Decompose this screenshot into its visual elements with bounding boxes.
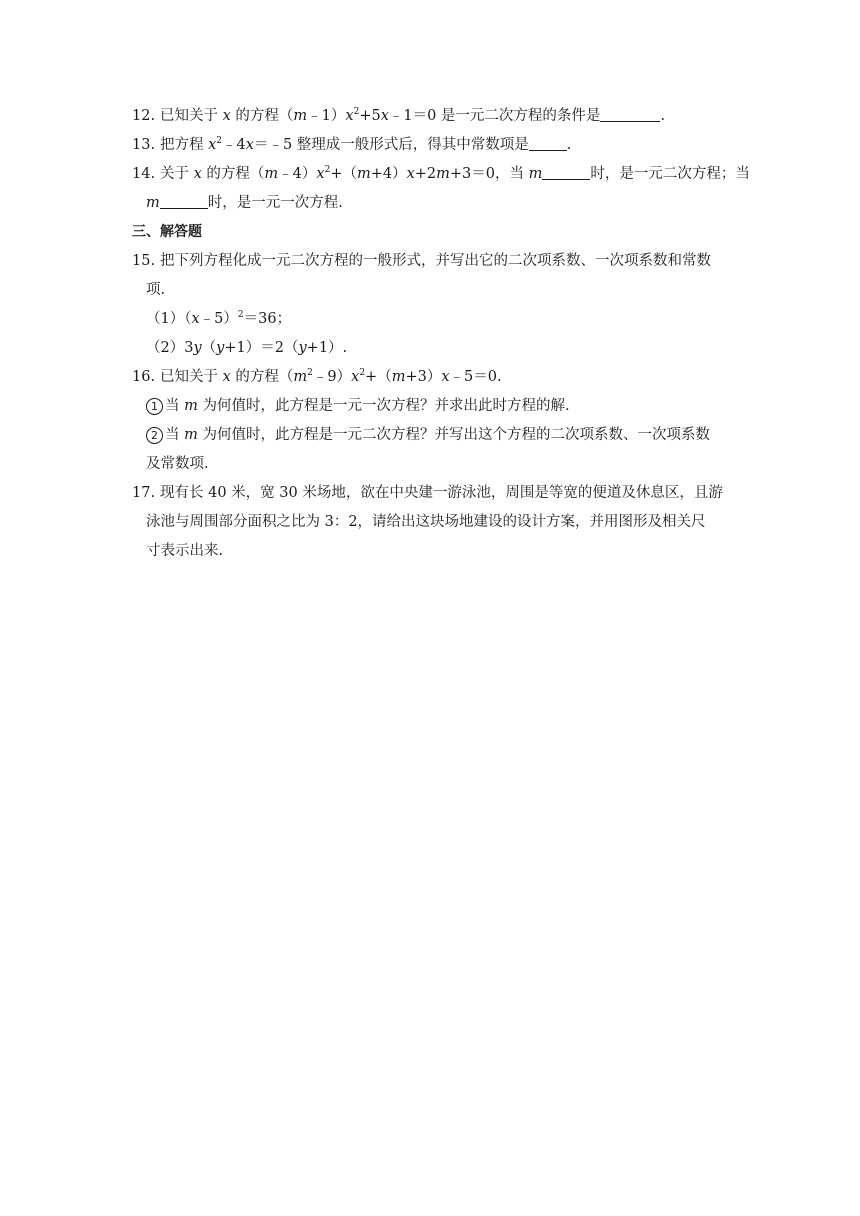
- section-heading: 三、解答题: [132, 224, 202, 240]
- question-number: 15.: [132, 253, 156, 269]
- question-15-part-2: （2）3y（y+1）＝2（y+1）.: [146, 340, 348, 356]
- question-13: 13. 把方程 $x^2﹣4x=﹣5$ 整理成一般形式后，得其中常数项是 .: [132, 131, 752, 160]
- question-17: 17. 现有长 40 米，宽 30 米场地，欲在中央建一游泳池，周围是等宽的便道及休息区，且游: [132, 479, 752, 508]
- question-15-part-1: （1）（x﹣5）$^2$＝36；: [146, 310, 292, 327]
- question-14-continued: m 时，是一元一次方程.: [146, 195, 343, 211]
- question-number: 12.: [132, 108, 156, 124]
- circled-number-icon: 2: [146, 427, 163, 444]
- question-12: 12. 已知关于 x 的方程$(m﹣1)x^2+5x﹣1=0$ 是一元二次方程的条件是 .: [132, 102, 752, 131]
- answer-blank[interactable]: [160, 194, 208, 209]
- question-number: 14.: [132, 166, 156, 182]
- question-16: 16. 已知关于 x 的方程$(m^2﹣9)x^2+(m+3)x﹣5=0$.: [132, 363, 752, 392]
- question-15: 15. 把下列方程化成一元二次方程的一般形式，并写出它的二次项系数、一次项系数和常数: [132, 247, 752, 276]
- question-16-item-1: 1 当 m 为何值时，此方程是一元一次方程？并求出此时方程的解.: [132, 392, 752, 421]
- question-16-item-2-continued: 及常数项.: [146, 456, 209, 472]
- question-number: 16.: [132, 369, 156, 385]
- question-number: 13.: [132, 137, 156, 153]
- question-list: [132, 102, 752, 566]
- question-14: 14. 关于 x 的方程$(m﹣4)x^2+(m+4)x+2m+3=0$，当 m 时，是一元二次方程；当: [132, 160, 752, 189]
- circled-number-icon: 1: [146, 398, 163, 415]
- answer-blank[interactable]: [529, 136, 567, 151]
- question-17-continued: 泳池与周围部分面积之比为 3：2，请给出这块场地建设的设计方案，并用图形及相关尺: [146, 514, 706, 530]
- question-17-continued-2: 寸表示出来.: [146, 543, 224, 559]
- question-15-continued: 项.: [146, 282, 166, 298]
- question-16-item-2: 2 当 m 为何值时，此方程是一元二次方程？并写出这个方程的二次项系数、一次项系数: [132, 421, 752, 450]
- answer-blank[interactable]: [542, 165, 590, 180]
- answer-blank[interactable]: [600, 107, 660, 122]
- question-number: 17.: [132, 485, 156, 501]
